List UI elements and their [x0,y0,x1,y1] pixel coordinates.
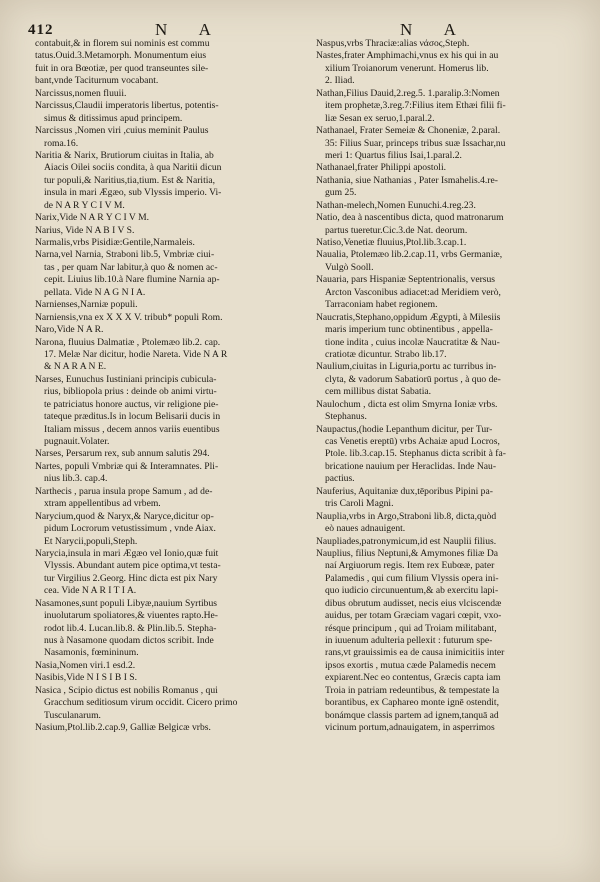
text-line: Narmalis,vrbs Pisidiæ:Gentile,Narmaleis. [35,237,195,248]
text-line: bant,vnde Taciturnum vocabant. [35,75,159,87]
text-line: Vlyssis. Abundant autem pice optima,vt testa- [44,560,221,572]
text-line: tatus.Ouid.3.Metamorph. Monumentum eius [35,50,207,62]
text-line: pellata. Vide N A G N I A. [44,286,146,298]
text-line: cea. Vide N A R I T I A. [44,585,137,597]
text-line: Narses, Eunuchus Iustiniani principis cubicula- [35,373,217,385]
text-line: cratiotæ dicuntur. Strabo lib.17. [325,348,447,360]
text-line: Palamedis , qui cum filium Vlyssis opera ini- [325,572,499,584]
text-line: Narcissus ,Nomen viri ,cuius meminit Paulus [35,125,209,137]
text-line: tur Virgilius 2.Georg. Hinc dicta est pix Nary [44,572,218,584]
text-line: tur populi,& Naritius,tia,tium. Est & Naritia, [44,174,216,186]
text-line: Ptole. lib.3.cap.15. Stephanus dicta scribit à fa- [325,448,506,460]
text-line: xtram appellentibus ad vrbem. [44,498,161,510]
text-line: Nasica , Scipio dictus est nobilis Romanus , qui [35,684,218,696]
text-line: te patriciatus honore auctus, vir religione pie- [44,398,219,410]
text-line: pidum Locrorum vetustissimum , vnde Aiax. [44,523,216,535]
text-line: clyta, & vadorum Sabatiorū portus , à quo de- [325,373,501,385]
text-line: Nauplia,vrbs in Argo,Straboni lib.8, dicta,quòd [316,510,497,522]
text-line: Narnienses,Narniæ populi. [35,299,138,311]
text-line: in iuuenum adulteria pellexit : futurum spe- [325,635,493,646]
text-line: vicinum portum,adnauigatem, in asperrimos [325,722,495,734]
text-line: Nastes,frater Amphimachi,vnus ex his qui in au [316,50,499,62]
text-line: quo iudicio circunuentum,& ab exercitu lapi- [325,585,499,597]
running-head-left: N A [155,20,225,39]
text-line: Nasamones,sunt populi Libyæ,nauium Syrtibus [35,597,218,609]
text-line: rius, bibliopola prius : deinde ob animi virtu- [44,386,217,398]
text-line: pugnauit.Volater. [44,436,110,447]
text-line: Nauplius, filius Neptuni,& Amymones filiæ Da [316,547,499,559]
text-line: Nathania, siue Nathanias , Pater Ismahelis.4.re- [316,174,498,186]
text-line: Gracchum seditiosum virum occidit. Cicero primo [44,697,238,709]
text-line: expiarent.Nec eo contentus, Græcis capta iam [325,672,501,684]
text-line: rodot lib.4. Lucan.lib.8. & Plin.lib.5. Stepha- [44,622,217,634]
text-line: Nasamonis, fœmininum. [44,647,139,659]
text-line: borantibus, ex Caphareo monte ignē ostendit, [325,697,499,709]
text-line: résque principum , qui ad Troiam militabant, [325,622,497,634]
text-line: Tusculanarum. [44,709,101,721]
text-line: Naro,Vide N A R. [35,324,104,336]
text-line: liæ Sesan ex seruo,1.paral.2. [325,112,435,124]
text-line: Naualia, Ptolemæo lib.2.cap.11, vrbs Germaniæ, [316,249,503,261]
text-line: de N A R Y C I V M. [44,199,125,211]
text-line: & N A R A N E. [44,361,107,373]
text-line: partus tueretur.Cic.3.de Nat. deorum. [325,224,468,236]
text-line: cepit. Liuius lib.10.à Nare flumine Narnia ap- [44,274,220,286]
text-line: 2. Iliad. [325,75,355,87]
text-line: dibus obrutum audisset, necis eius vlciscendæ [325,597,502,609]
text-line: Narthecis , parua insula prope Samum , ad de- [35,485,213,497]
text-line: Nasibis,Vide N I S I B I S. [35,672,138,684]
text-line: contabuit,& in florem sui nominis est commu [35,38,210,49]
page-number: 412 [28,22,54,38]
text-line: Naucratis,Stephano,oppidum Ægypti, à Milesiis [316,311,501,323]
text-line: eò naues adnauigent. [325,523,406,535]
text-line: Naupactus,(hodie Lepanthum dicitur, per Tur- [316,423,493,435]
text-line: Naulium,ciuitas in Liguria,portu ac turribus in- [316,361,497,373]
right-column [316,38,588,735]
text-line: Vulgò Sooll. [325,261,374,273]
left-column [35,38,303,735]
text-line: Troia in patriam redeuntibus, & tempestate la [325,684,500,696]
text-line: Nasium,Ptol.lib.2.cap.9, Galliæ Belgicæ vrbs. [35,722,211,734]
text-line: maris imperium tunc obtinentibus , appella- [325,324,493,336]
text-line: Narycia,insula in mari Ægæo vel Ionio,quæ fuit [35,547,219,559]
text-line: cem millibus distat Sabatia. [325,386,432,398]
text-line: Aiacis Oilei sociis condita, à qua Naritii dicun [44,162,222,174]
text-line: meri 1: Quartus filius Isai,1.paral.2. [325,149,462,161]
text-line: Narcissus,nomen fluuii. [35,87,127,99]
text-line: simus & ditissimus apud principem. [44,112,183,124]
text-line: Nathanael, Frater Semeiæ & Choneniæ, 2.paral. [316,125,501,137]
text-line: Nathan-melech,Nomen Eunuchi.4.reg.23. [316,199,476,211]
text-line: Et Narycii,populi,Steph. [44,535,138,547]
text-line: pactius. [325,473,355,485]
text-line: tris Caroli Magni. [325,498,394,510]
text-line: xilium Troianorum venerunt. Homerus lib. [325,62,489,74]
text-line: Nathanael,frater Philippi apostoli. [316,162,447,174]
text-line: tateque præditus.Is in locum Belisarii ducis in [44,411,221,423]
text-line: cas Venetis ereptū) vrbs Achaiæ apud Locros, [325,436,500,447]
text-line: bonámque classis partem ad ignem,tanquā ad [325,709,499,721]
text-line: 35: Filius Suar, princeps tribus suæ Issachar,nu [325,137,506,149]
text-line: nus à Nasamone quodam dictos scribit. Inde [44,635,214,646]
text-line: Nasia,Nomen viri.1 esd.2. [35,659,136,671]
text-line: roma.16. [44,137,79,149]
text-line: naí Argiuorum regis. Item rex Eubœæ, pater [325,560,495,572]
text-line: Narses, Persarum rex, sub annum salutis 294. [35,448,210,460]
text-line: Narius, Vide N A B I V S. [35,224,135,236]
text-line: Stephanus. [325,411,367,423]
text-line: Nartes, populi Vmbriæ qui & Interamnates. Pli- [35,460,219,472]
text-line: Naritia & Narix, Brutiorum ciuitas in Italia, ab [35,149,214,161]
text-line: Naupliades,patronymicum,id est Nauplii filius. [316,535,497,547]
text-line: Naulochum , dicta est olim Smyrna Ioniæ vrbs. [316,398,498,410]
text-line: Nauaria, pars Hispaniæ Septentrionalis, versus [316,274,496,286]
text-line: bricatione nauium per Heraclidas. Inde Nau- [325,460,497,472]
text-line: Narna,vel Narnia, Straboni lib.5, Vmbriæ ciui- [35,249,215,261]
text-line: nius lib.3. cap.4. [44,473,108,485]
text-line: gum 25. [325,187,357,199]
text-line: 17. Melæ Nar dicitur, hodie Nareta. Vide N A R [44,348,228,360]
text-line: Narona, fluuius Dalmatiæ , Ptolemæo lib.2. cap. [35,336,221,348]
text-line: Naspus,vrbs Thraciæ:alias νάσος,Steph. [316,38,470,49]
text-line: Narix,Vide N A R Y C I V M. [35,212,150,224]
text-line: Narycium,quod & Naryx,& Naryce,dicitur op- [35,510,214,522]
text-line: Nathan,Filius Dauid,2.reg.5. 1.paralip.3:Nomen [316,87,500,99]
text-line: fuit in ora Bœotiæ, per quod transeuntes sile- [35,62,209,74]
text-line: rans,vt grauissimis ea de causa inimicitiis inter [325,647,505,659]
text-line: inuolutarum spoliatores,& viuentes rapto.He- [44,610,218,622]
text-line: Nauferius, Aquitaniæ dux,tēporibus Pipini pa- [316,485,493,497]
text-line: tas , per quam Nar labitur,à quo & nomen ac- [44,261,218,273]
text-line: Natiso,Venetiæ fluuius,Ptol.lib.3.cap.1. [316,237,467,248]
text-line: Natio, dea à nascentibus dicta, quod matronarum [316,212,504,224]
text-line: Tarraconiam habet regionem. [325,299,438,311]
text-line: Narniensis,vna ex X X X V. tribub* populi Rom. [35,311,223,323]
text-line: Italiam missus , decem annos variis euentibus [44,423,220,435]
text-line: insula in mari Ægæo, sub Vlyssis imperio. Vi- [44,187,222,199]
text-line: Arcton Vasconibus adiacet:ad Meridiem verò, [325,286,501,298]
running-head-right: N A [400,20,470,39]
text-line: auidus, per totam Græciam vagari cœpit, vxo- [325,610,502,622]
text-line: ipsos exortis , mutua cæde Palamedis necem [325,659,496,671]
text-line: tione indita , cuius incolæ Naucratitæ & Nau- [325,336,500,348]
text-line: Narcissus,Claudii imperatoris libertus, potentis- [35,100,219,112]
text-line: item prophetæ,3.reg.7:Filius item Ethæi filii fi- [325,100,506,112]
